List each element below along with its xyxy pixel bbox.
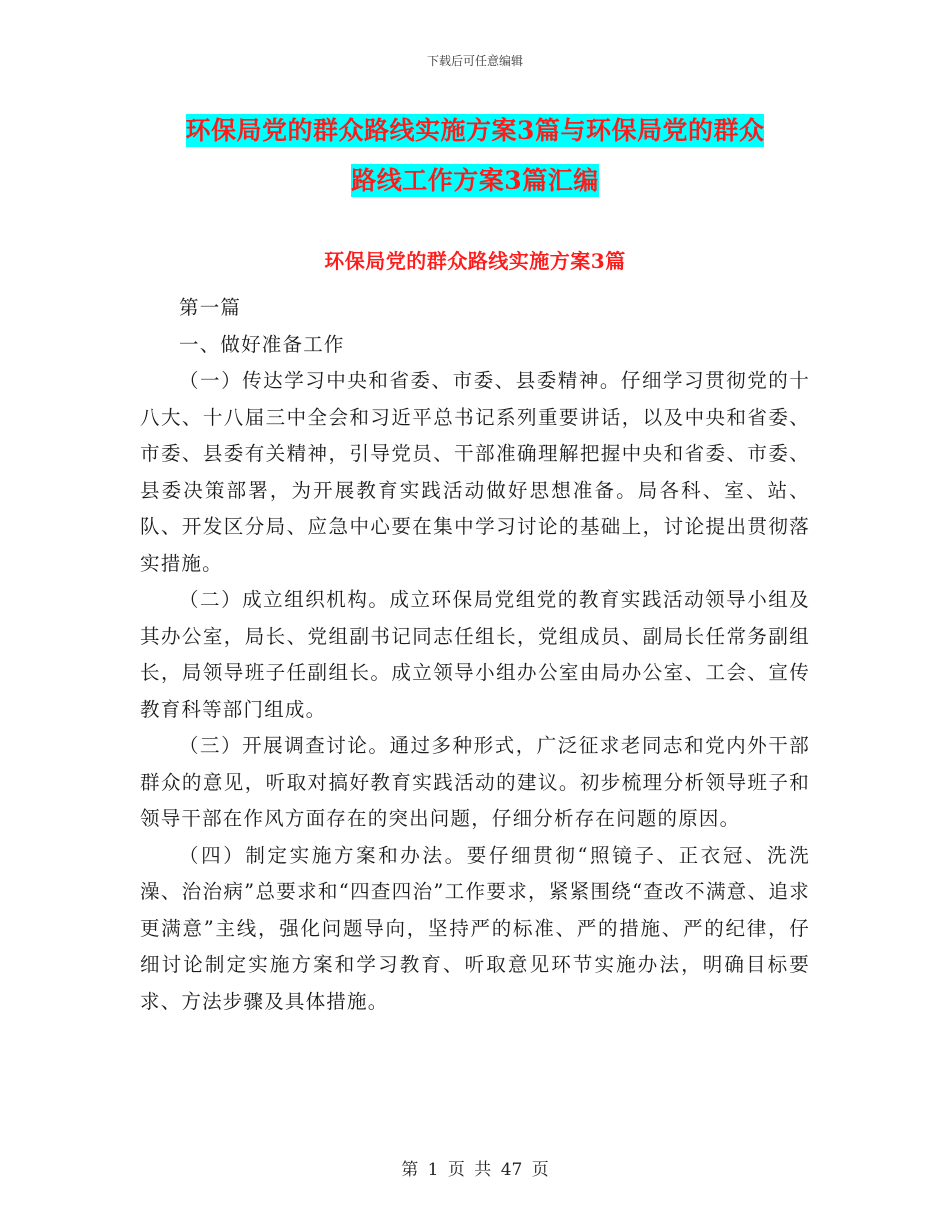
paragraph-1: （一）传达学习中央和省委、市委、县委精神。仔细学习贯彻党的十八大、十八届三中全会和习近平总书记系列重要讲话，以及中央和省委、市委、县委有关精神，引导党员、干部准确理解把握中央和省委、市委、县委决策部署，为开展教育实践活动做好思想准备。局各科、室、站、队、开发区分局、应急中心要在集中学习讨论的基础上，讨论提出贯彻落实措施。	[140, 369, 810, 575]
title-line-1: 环保局党的群众路线实施方案3篇与环保局党的群众	[185, 116, 765, 145]
title-line-2: 路线工作方案3篇汇编	[351, 166, 599, 195]
header-note: 下载后可任意编辑	[426, 54, 523, 68]
paragraph-4: （四）制定实施方案和办法。要仔细贯彻“照镜子、正衣冠、洗洗澡、治治病”总要求和“四查四治”工作要求，紧紧围绕“查改不满意、追求更满意”主线，强化问题导向，坚持严的标准、严的措施、严的纪律，仔细讨论制定实施方案和学习教育、听取意见环节实施办法，明确目标要求、方法步骤及具体措施。	[140, 843, 810, 1013]
heading-prepare-work: 一、做好准备工作	[179, 332, 345, 356]
page-number-footer: 第 1 页 共 47 页	[401, 1160, 549, 1180]
section-title: 环保局党的群众路线实施方案3篇	[324, 249, 626, 273]
document-body	[140, 290, 810, 1020]
paragraph-3: （三）开展调查讨论。通过多种形式，广泛征求老同志和党内外干部群众的意见，听取对搞好教育实践活动的建议。初步梳理分析领导班子和领导干部在作风方面存在的突出问题，仔细分析存在问题的原因。	[140, 734, 810, 830]
paragraph-2: （二）成立组织机构。成立环保局党组党的教育实践活动领导小组及其办公室，局长、党组副书记同志任组长，党组成员、副局长任常务副组长，局领导班子任副组长。成立领导小组办公室由局办公室、工会、宣传教育科等部门组成。	[140, 588, 810, 721]
document-title	[140, 106, 810, 206]
part-label: 第一篇	[179, 296, 242, 319]
